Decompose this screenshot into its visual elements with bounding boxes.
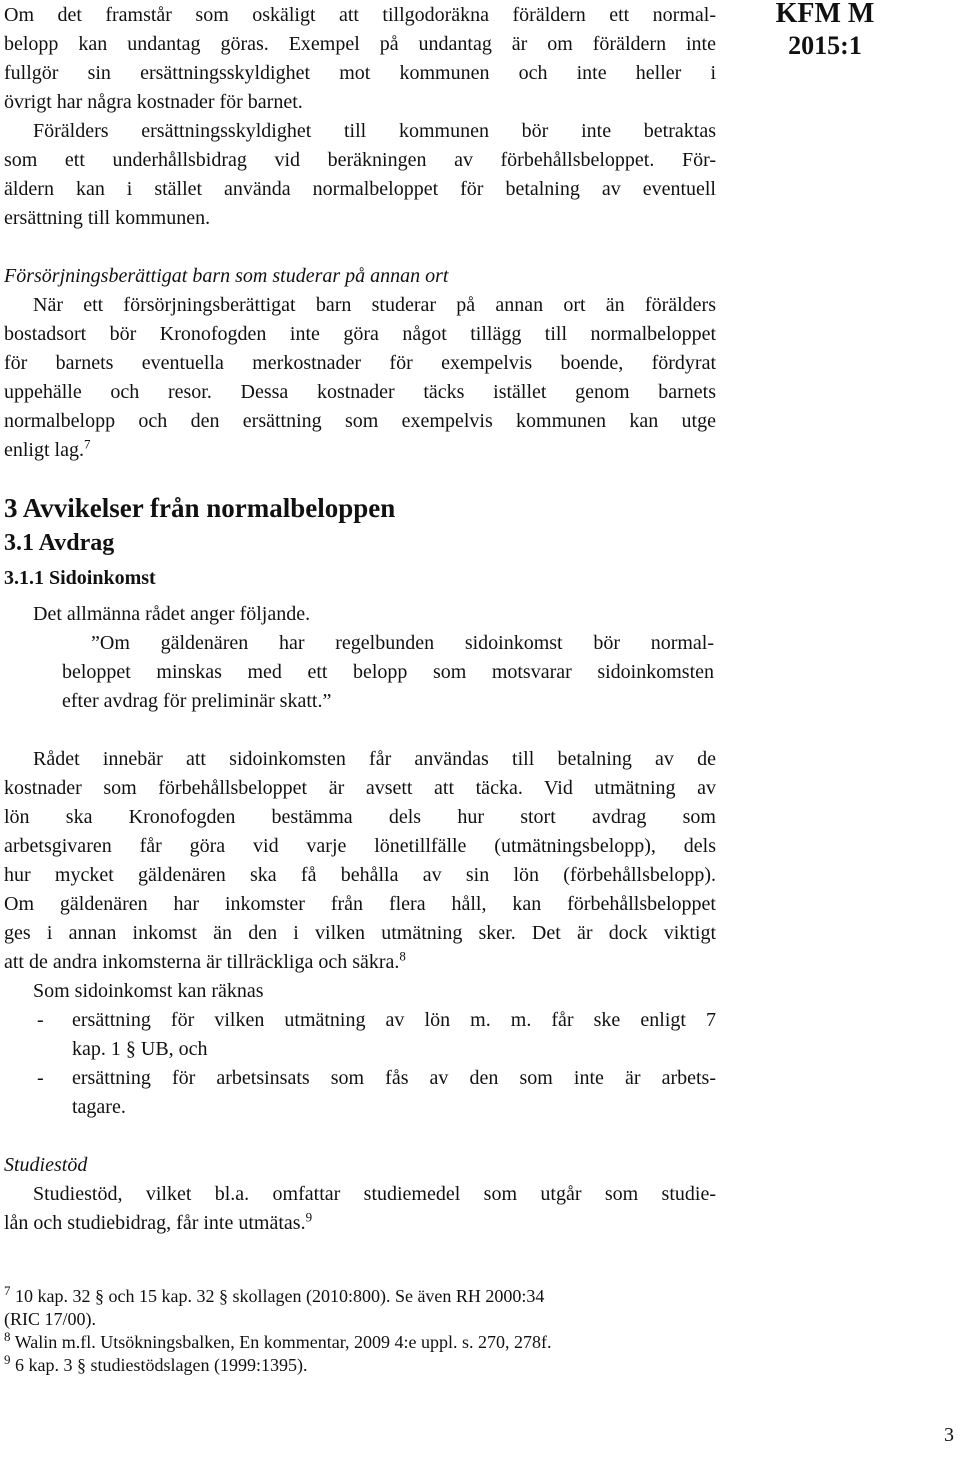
text-line: övrigt har några kostnader för barnet. [4, 91, 303, 113]
paragraph-2 [4, 117, 716, 233]
section-heading-3: 3 Avvikelser från normalbeloppen [4, 493, 396, 523]
paragraph-4 [4, 745, 716, 977]
footnote-text: Walin m.fl. Utsökningsbalken, En kommentar, 2009 4:e uppl. s. 270, 278f. [14, 1332, 552, 1352]
list-item [4, 1006, 716, 1064]
text-line: ges i annan inkomst än den i vilken utmätning sker. Det är dock viktigt [4, 922, 716, 944]
text-line [4, 948, 716, 977]
text-line: Om det framstår som oskäligt att tillgodoräkna föräldern ett normal- [4, 4, 716, 26]
document-code [775, 0, 875, 62]
text-line: lön ska Kronofogden bestämma dels hur stort avdrag som [4, 806, 716, 828]
paragraph-5 [4, 1180, 716, 1238]
footnote-9 [4, 1354, 716, 1377]
page-number: 3 [944, 1424, 954, 1446]
footnote-text: 6 kap. 3 § studiestödslagen (1999:1395). [15, 1355, 308, 1375]
text-line: Rådet innebär att sidoinkomsten får användas till betalning av de [33, 748, 716, 770]
paragraph-1 [4, 1, 716, 117]
footnote-8 [4, 1331, 716, 1354]
text-line: äldern kan i stället använda normalbeloppet för betalning av eventuell [4, 178, 716, 200]
advice-quote [62, 629, 714, 716]
page-body [4, 0, 716, 1238]
section-heading-3-1-1: 3.1.1 Sidoinkomst [4, 567, 156, 589]
text-line: hur mycket gäldenären ska få behålla av sin lön (förbehållsbelopp). [4, 864, 716, 886]
footnote-text: 10 kap. 32 § och 15 kap. 32 § skollagen (2010:800). Se även RH 2000:34 [15, 1286, 545, 1306]
footnote-ref-7: 7 [83, 436, 91, 452]
dash-bullet: - [37, 1009, 44, 1031]
text-line: fullgör sin ersättningsskyldighet mot kommunen och inte heller i [4, 62, 716, 84]
text-line [4, 1209, 716, 1238]
text-line: belopp kan undantag göras. Exempel på undantag är om föräldern inte [4, 33, 716, 55]
footnote-ref-9: 9 [305, 1209, 313, 1225]
text-line: normalbelopp och den ersättning som exempelvis kommunen kan utge [4, 410, 716, 432]
text-line: Förälders ersättningsskyldighet till kommunen bör inte betraktas [33, 120, 716, 142]
text-line: arbetsgivaren får göra vid varje lönetillfälle (utmätningsbelopp), dels [4, 835, 716, 857]
dash-bullet: - [37, 1067, 44, 1089]
footnote-number: 9 [4, 1352, 11, 1367]
text-line: ersättning till kommunen. [4, 207, 211, 229]
text-line: ersättning för arbetsinsats som fås av den som inte är arbets- [72, 1067, 716, 1089]
subheading-studiestod: Studiestöd [4, 1154, 88, 1176]
text-line: bostadsort bör Kronofogden inte göra något tillägg till normalbeloppet [4, 323, 716, 345]
section-heading-3-1: 3.1 Avdrag [4, 530, 115, 556]
text-line-content: enligt lag. [4, 439, 84, 461]
subheading-forsorjning: Försörjningsberättigat barn som studerar på annan ort [4, 265, 449, 287]
text-line: tagare. [72, 1096, 126, 1118]
document-code-series: KFM M [775, 0, 875, 29]
text-line: som ett underhållsbidrag vid beräkningen av förbehållsbeloppet. För- [4, 149, 716, 171]
text-line: uppehälle och resor. Dessa kostnader täcks istället genom barnets [4, 381, 716, 403]
text-line [4, 436, 716, 465]
text-line-content: att de andra inkomsterna är tillräckliga och säkra. [4, 951, 400, 973]
footnote-number: 7 [4, 1283, 11, 1298]
text-line: kap. 1 § UB, och [72, 1038, 208, 1060]
paragraph-3 [4, 291, 716, 465]
text-line: Om gäldenären har inkomster från flera håll, kan förbehållsbeloppet [4, 893, 716, 915]
footnotes [4, 1285, 716, 1377]
text-line: beloppet minskas med ett belopp som motsvarar sidoinkomsten [62, 661, 714, 683]
footnote-number: 8 [4, 1329, 11, 1344]
text-line: efter avdrag för preliminär skatt.” [62, 690, 332, 712]
list-intro: Som sidoinkomst kan räknas [33, 980, 264, 1002]
text-line: ”Om gäldenären har regelbunden sidoinkomst bör normal- [91, 632, 714, 654]
text-line: ersättning för vilken utmätning av lön m. m. får ske enligt 7 [72, 1009, 716, 1031]
text-line: kostnader som förbehållsbeloppet är avsett att täcka. Vid utmätning av [4, 777, 716, 799]
footnote-7-continued: (RIC 17/00). [4, 1309, 96, 1329]
text-line-content: lån och studiebidrag, får inte utmätas. [4, 1212, 306, 1234]
text-line: för barnets eventuella merkostnader för exempelvis boende, fördyrat [4, 352, 716, 374]
footnote-ref-8: 8 [399, 948, 406, 964]
list-item [4, 1064, 716, 1122]
document-code-year: 2015:1 [788, 31, 862, 60]
text-line: Studiestöd, vilket bl.a. omfattar studiemedel som utgår som studie- [33, 1183, 716, 1205]
text-line: När ett försörjningsberättigat barn studerar på annan ort än förälders [33, 294, 716, 316]
footnote-7 [4, 1285, 716, 1308]
advice-intro: Det allmänna rådet anger följande. [33, 603, 311, 625]
